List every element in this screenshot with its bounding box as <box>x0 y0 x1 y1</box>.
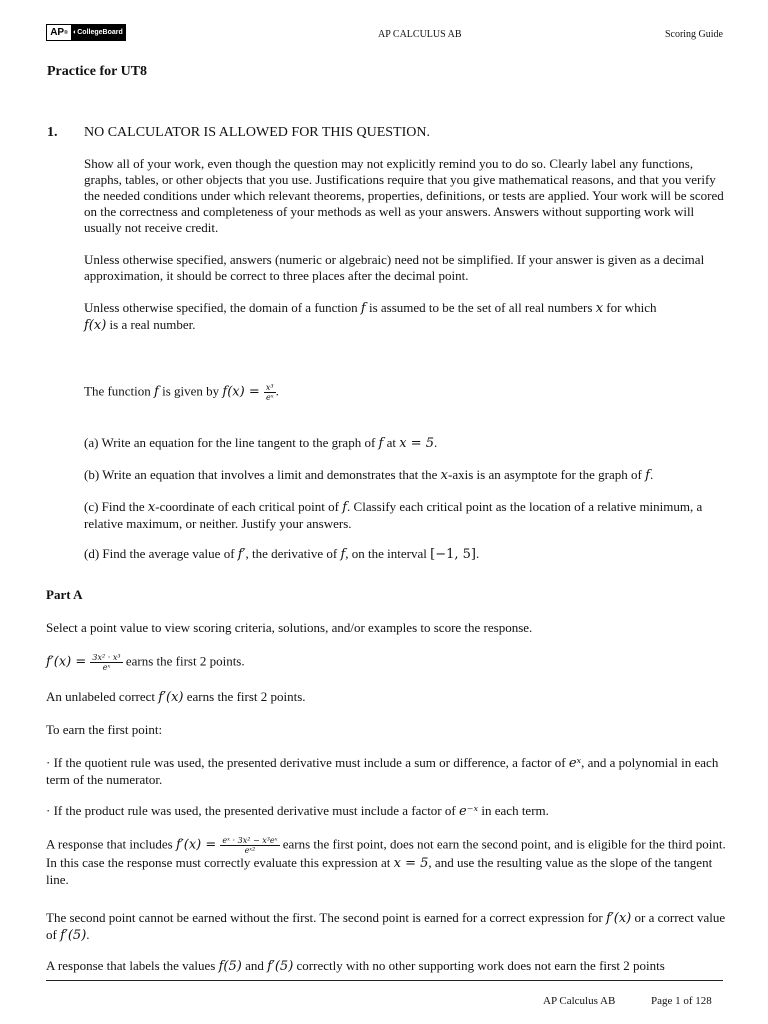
collegeboard-logo-text: ◐ CollegeBoard <box>71 25 125 40</box>
fraction: $\frac{\text{eˣ · 3x² − x³eˣ}}{\text{eˣ²}}$ <box>222 836 278 855</box>
part-a-heading: Part A <box>46 587 83 602</box>
unlabeled-derivative: An unlabeled correct f′(x) earns the first 2 points. <box>46 689 306 705</box>
to-earn-first-point: To earn the first point: <box>46 722 163 737</box>
ap-logo-mark: AP ® <box>47 25 71 40</box>
labels-values-criterion: A response that labels the values f(5) and f′(5) correctly with no other supporting work does not earn the first 2 points <box>46 958 665 974</box>
fraction: $\frac{\text{3x² · x³}}{\text{eˣ}}$ <box>92 653 121 672</box>
footer-course: AP Calculus AB <box>543 995 616 1007</box>
page-title: Practice for UT8 <box>47 64 148 79</box>
part-d-prompt: (d) Find the average value of f′, the derivative of f, on the interval [−1, 5]. <box>84 546 480 562</box>
product-rule-criterion: · If the product rule was used, the presented derivative must include a factor of e⁻ˣ in each term. <box>46 803 549 819</box>
part-c-prompt: (c) Find the x-coordinate of each critical point of f. Classify each critical point as the location of a relative minimum, a relative maximum, or neither. Justify your answers. <box>84 499 703 531</box>
function-definition: The function f is given by f(x) = $\frac{\text{x³}}{\text{eˣ}}$ . <box>84 383 279 402</box>
question-number: 1. <box>47 125 58 140</box>
instructions-work: Show all of your work, even though the question may not explicitly remind you to do so. Clearly label any functions, graphs, tables, or other objects that you use. Justifications require that you give mathematical reasons, and that you verify the needed conditions under which relevant theorems, properties, definitions, or tests are applied. Your work will be scored on the correctness and completeness of your methods as well as your answers. Answers without supporting work will usually not receive credit. <box>84 156 724 235</box>
footer-page-number: Page 1 of 128 <box>651 995 712 1007</box>
quotient-rule-criterion: · If the quotient rule was used, the presented derivative must include a sum or difference, a factor of eˣ, and a polynomial in each term of the numerator. <box>46 755 719 787</box>
fraction: $\frac{\text{x³}}{\text{eˣ}}$ <box>265 383 274 402</box>
select-point-value[interactable]: Select a point value to view scoring criteria, solutions, and/or examples to score the response. <box>46 620 533 635</box>
footer-divider <box>46 980 723 981</box>
second-point-criterion: The second point cannot be earned without the first. The second point is earned for a correct expression for f′(x) or a correct value of f′(5). <box>46 910 726 943</box>
header-guide: Scoring Guide <box>664 29 723 40</box>
part-a-prompt: (a) Write an equation for the line tangent to the graph of f at x = 5. <box>84 435 438 451</box>
response-includes-criterion: A response that includes f′(x) = $\frac{\text{eˣ · 3x² − x³eˣ}}{\text{eˣ²}}$ earns the first point, does not earn the second point, and is eligible for the third point. In this case the response must correctly evaluate this expression at x = 5, and use the resulting value as the slope of the tangent line. <box>46 836 726 887</box>
instructions-simplify: Unless otherwise specified, answers (numeric or algebraic) need not be simplified. If your answer is given as a decimal approximation, it should be correct to three places after the decimal point. <box>84 252 705 283</box>
part-b-prompt: (b) Write an equation that involves a limit and demonstrates that the x-axis is an asymptote for the graph of f. <box>84 467 654 483</box>
ap-collegeboard-logo <box>46 24 126 41</box>
instructions-domain: Unless otherwise specified, the domain of a function f is assumed to be the set of all real numbers x for which f(x) is a real number. <box>84 300 657 333</box>
derivative-earns-points: f′(x) = $\frac{\text{3x² · x³}}{\text{eˣ}}$ earns the first 2 points. <box>46 653 245 672</box>
calculator-notice: NO CALCULATOR IS ALLOWED FOR THIS QUESTION. <box>84 125 430 140</box>
header-course: AP CALCULUS AB <box>378 29 462 40</box>
